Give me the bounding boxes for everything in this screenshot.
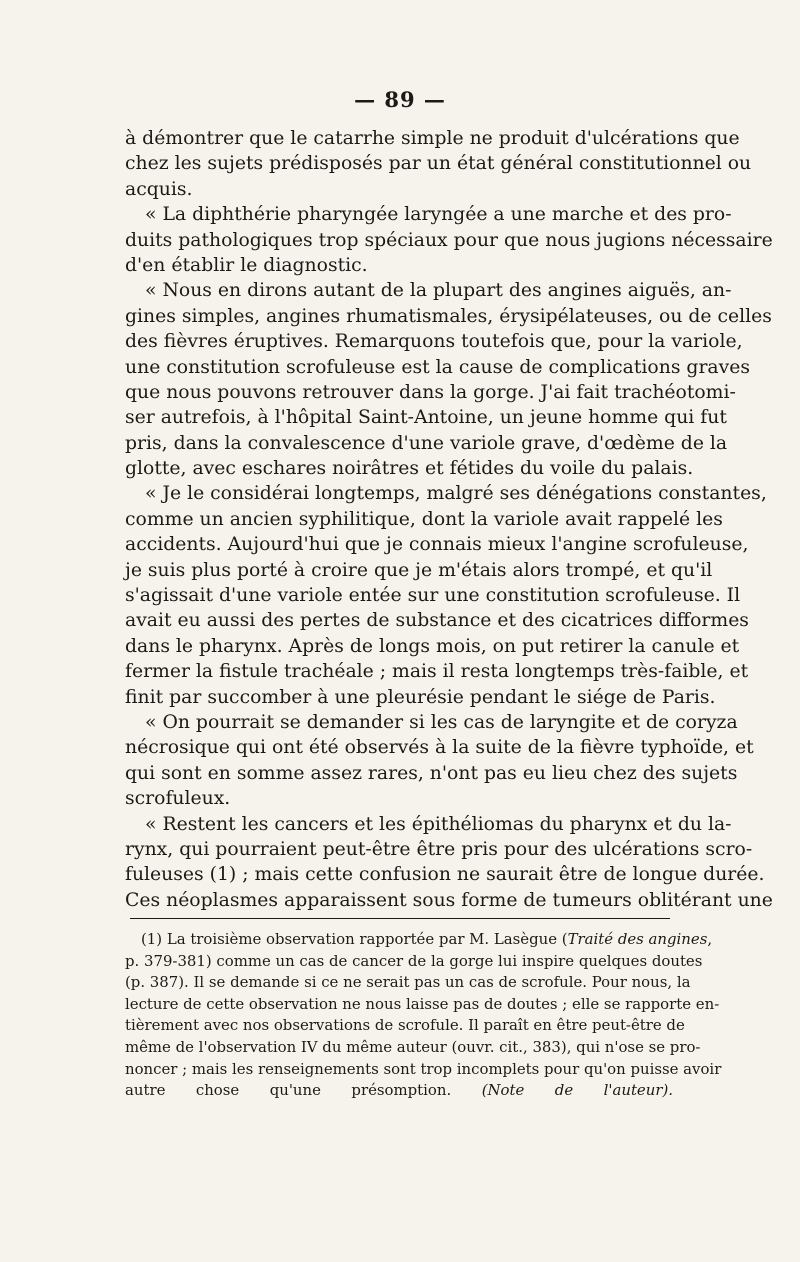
text-line: je suis plus porté à croire que je m'étais alors trompé, et qu'il — [125, 559, 713, 581]
text-line: comme un ancien syphilitique, dont la variole avait rappelé les — [125, 508, 723, 530]
text-line: glotte, avec eschares noirâtres et fétides du voile du palais. — [125, 458, 694, 480]
text-line: « Je le considérai longtemps, malgré ses dénégations constantes, — [145, 483, 767, 505]
text-line: « La diphthérie pharyngée laryngée a une marche et des pro- — [145, 204, 732, 226]
footnote-line: tièrement avec nos observations de scrofule. Il paraît en être peut-être de — [125, 1016, 685, 1035]
text-line: « Restent les cancers et les épithéliomas du pharynx et du la- — [145, 813, 732, 835]
text-line: une constitution scrofuleuse est la cause de complications graves — [125, 356, 750, 378]
text-line: avait eu aussi des pertes de substance et des cicatrices difformes — [125, 610, 749, 632]
text-line: finit par succomber à une pleurésie pendant le siége de Paris. — [125, 686, 716, 708]
text-line: accidents. Aujourd'hui que je connais mieux l'angine scrofuleuse, — [125, 534, 749, 556]
footnote-line — [125, 1080, 673, 1102]
text-line: fermer la fistule trachéale ; mais il resta longtemps très-faible, et — [125, 661, 749, 683]
text-line: scrofuleux. — [125, 788, 231, 810]
text-line: chez les sujets prédisposés par un état général constitutionnel ou — [125, 153, 752, 175]
footnote-line: p. 379-381) comme un cas de cancer de la gorge lui inspire quelques doutes — [125, 951, 703, 970]
text-line: Ces néoplasmes apparaissent sous forme de tumeurs oblitérant une — [125, 889, 773, 911]
text-line: « Nous en dirons autant de la plupart des angines aiguës, an- — [145, 280, 732, 302]
text-line: à démontrer que le catarrhe simple ne produit d'ulcérations que — [125, 128, 740, 149]
footnote-text: , — [707, 930, 713, 948]
footnote-line: même de l'observation IV du même auteur (ouvr. cit., 383), qui n'ose se pro- — [125, 1037, 701, 1056]
footnote-divider — [130, 918, 670, 919]
text-line: duits pathologiques trop spéciaux pour que nous jugions nécessaire — [125, 229, 773, 251]
text-line: ser autrefois, à l'hôpital Saint-Antoine, un jeune homme qui fut — [125, 407, 727, 429]
footnote-line — [125, 929, 713, 951]
text-line: dans le pharynx. Après de longs mois, on put retirer la canule et — [125, 635, 740, 657]
footnote — [125, 929, 722, 1102]
text-line: fuleuses (1) ; mais cette confusion ne saurait être de longue durée. — [125, 864, 765, 886]
footnote-text: autre chose qu'une présomption. — [125, 1081, 452, 1100]
text-line: acquis. — [125, 178, 193, 200]
text-line: « On pourrait se demander si les cas de laryngite et de coryza — [145, 711, 738, 733]
footnote-attribution: (Note de l'auteur). — [481, 1081, 673, 1100]
text-line: que nous pouvons retrouver dans la gorge. J'ai fait trachéotomi- — [125, 381, 736, 403]
body-text — [125, 126, 773, 913]
text-line: pris, dans la convalescence d'une variole grave, d'œdème de la — [125, 432, 728, 454]
text-line: qui sont en somme assez rares, n'ont pas eu lieu chez des sujets — [125, 762, 738, 784]
footnote-line: lecture de cette observation ne nous laisse pas de doutes ; elle se rapporte en- — [125, 994, 720, 1013]
footnote-text: (1) La troisième observation rapportée par M. Lasègue ( — [141, 930, 568, 948]
footnote-line: noncer ; mais les renseignements sont trop incomplets pour qu'on puisse avoir — [125, 1059, 722, 1078]
text-line: rynx, qui pourraient peut-être être pris pour des ulcérations scro- — [125, 838, 753, 860]
text-line: nécrosique qui ont été observés à la suite de la fièvre typhoïde, et — [125, 737, 754, 759]
footnote-cited-title: Traité des angines — [567, 930, 708, 948]
text-line: s'agissait d'une variole entée sur une constitution scrofuleuse. Il — [125, 585, 741, 607]
text-line: gines simples, angines rhumatismales, érysipélateuses, ou de celles — [125, 305, 772, 327]
text-line: d'en établir le diagnostic. — [125, 254, 368, 276]
footnote-line: (p. 387). Il se demande si ce ne serait pas un cas de scrofule. Pour nous, la — [125, 973, 691, 992]
page-number: — 89 — — [354, 87, 446, 112]
text-line: des fièvres éruptives. Remarquons toutefois que, pour la variole, — [125, 331, 743, 353]
